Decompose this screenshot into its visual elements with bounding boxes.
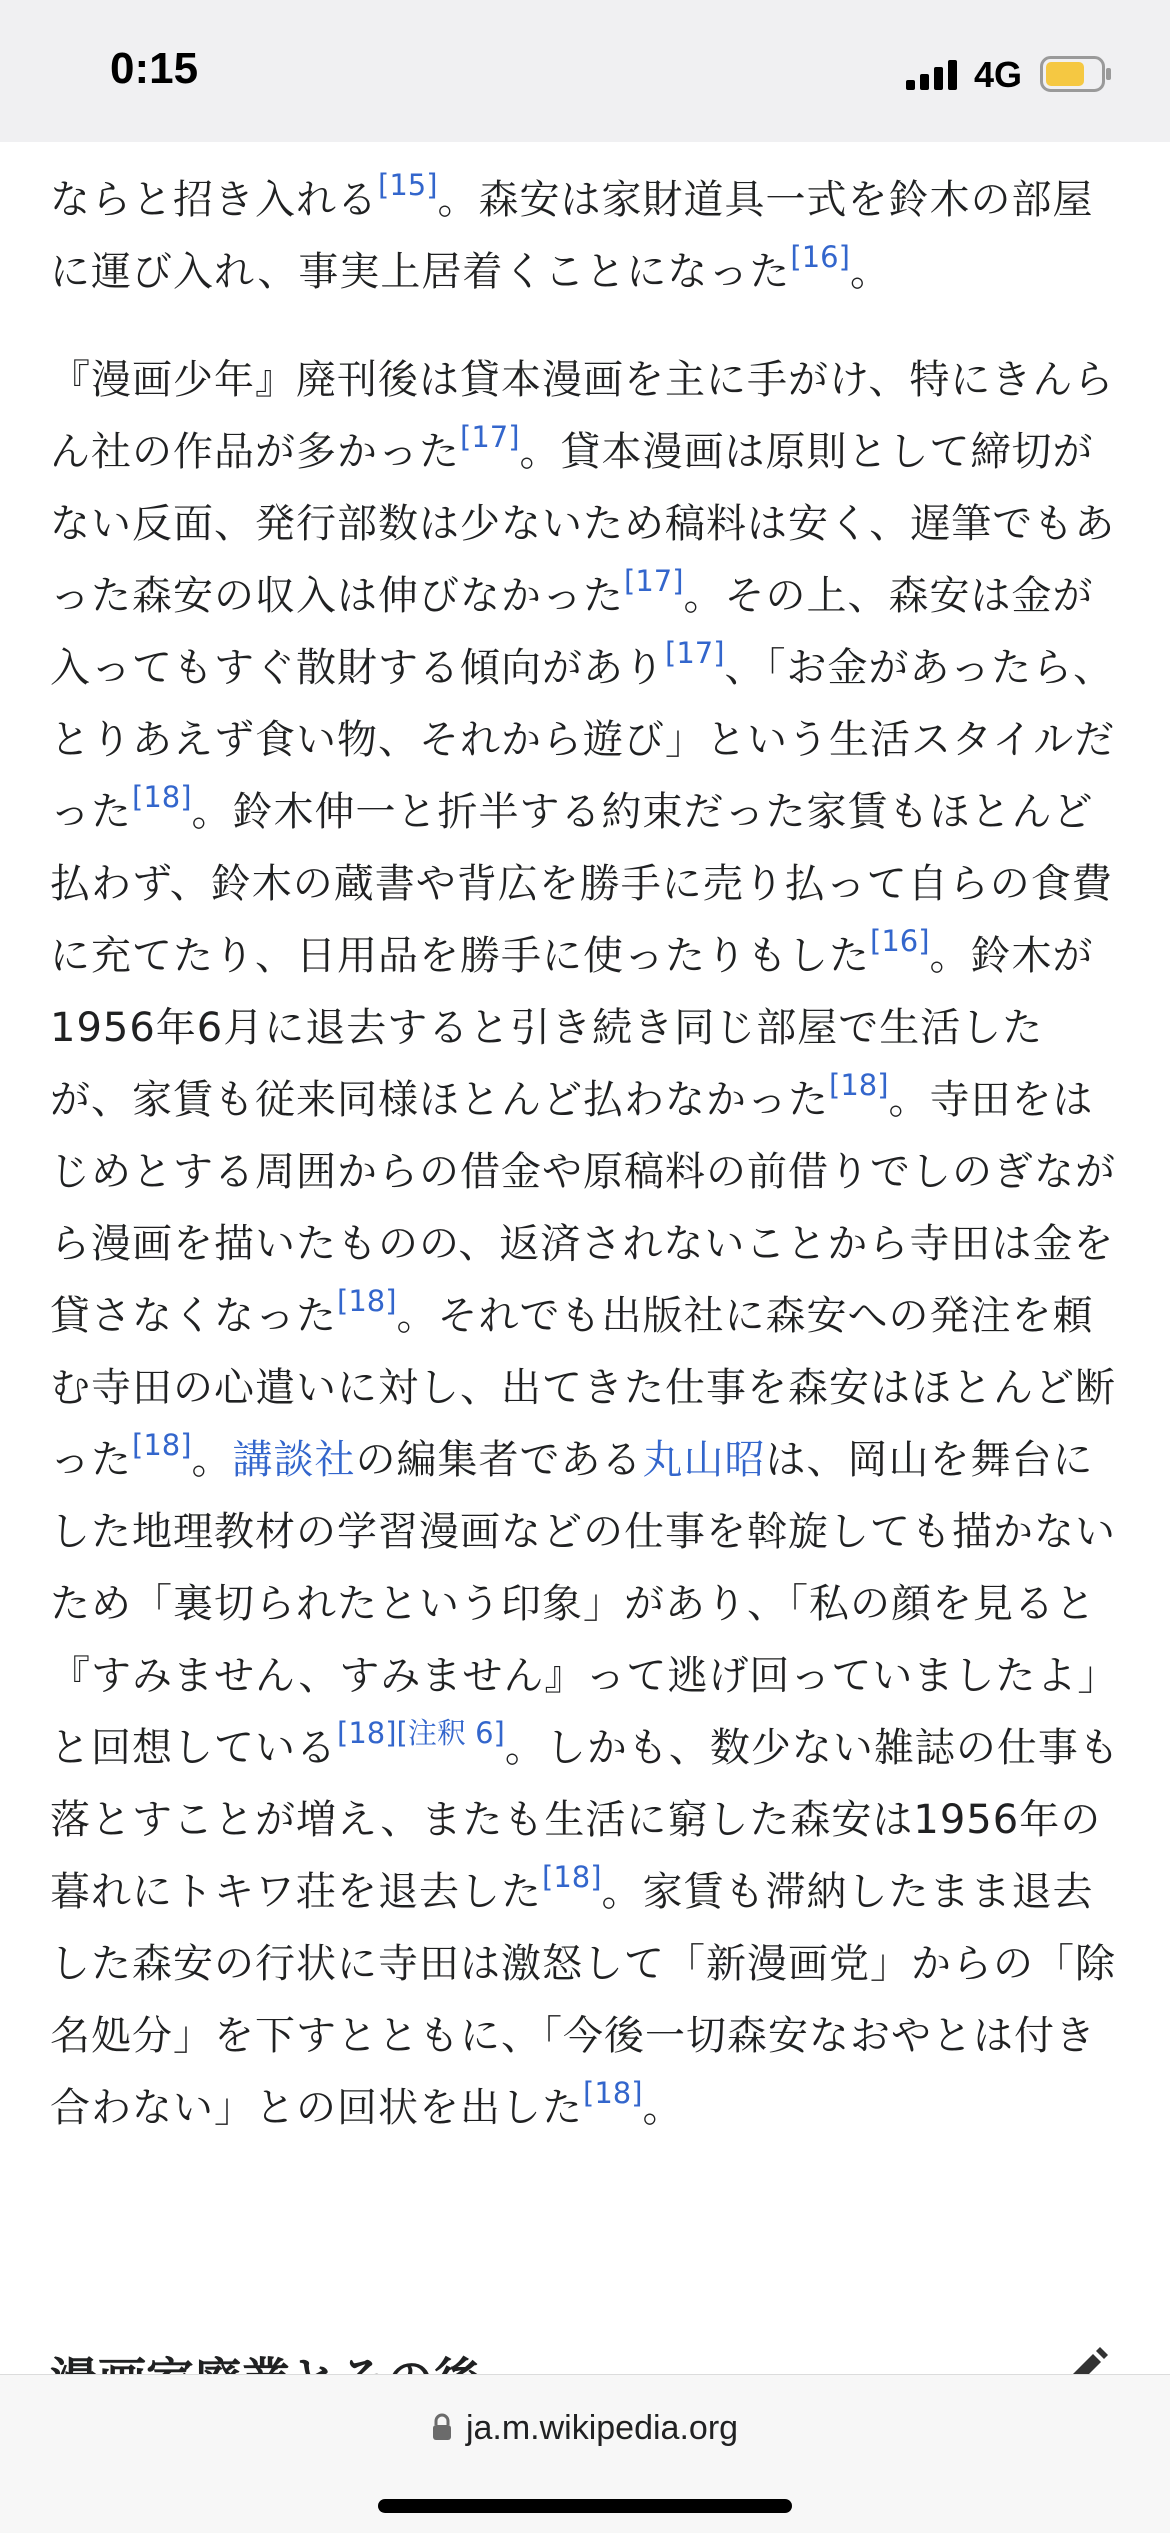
status-time: 0:15 xyxy=(110,44,199,93)
reference-link[interactable]: [18] xyxy=(337,1284,397,1318)
reference-link[interactable]: [15] xyxy=(378,168,438,202)
network-type: 4G xyxy=(974,54,1023,95)
home-indicator[interactable] xyxy=(378,2499,792,2513)
reference-link[interactable]: [17] xyxy=(624,564,684,598)
maruyama-akira-link[interactable]: 丸山昭 xyxy=(642,1437,766,1483)
lock-icon xyxy=(432,2413,452,2441)
status-bar xyxy=(0,0,1170,142)
reference-link[interactable]: [18] xyxy=(542,1860,602,1894)
paragraph-2: 『漫画少年』廃刊後は貸本漫画を主に手がけ、特にきんらん社の作品が多かった[17]。貸本漫画は原則として締切がない反面、発行部数は少ないため稿料は安く、遅筆でもあった森安の収入は伸びなかった[17]。その上、森安は金が入ってもすぐ散財する傾向があり[17]、「お金があったら、とりあえず食い物、それから遊び」という生活スタイルだった[18]。鈴木伸一と折半する約束だった家賃もほとんど払わず、鈴木の蔵書や背広を勝手に売り払って自らの食費に充てたり、日用品を勝手に使ったりもした[16]。鈴木が1956年6月に退去すると引き続き同じ部屋で生活したが、家賃も従来同様ほとんど払わなかった[18]。寺田をはじめとする周囲からの借金や原稿料の前借りでしのぎながら漫画を描いたものの、返済されないことから寺田は金を貸さなくなった[18]。それでも出版社に森安への発注を頼む寺田の心遣いに対し、出てきた仕事を森安はほとんど断った[18]。講談社の編集者である丸山昭は、岡山を舞台にした地理教材の学習漫画などの仕事を斡旋しても描かないため「裏切られたという印象」があり、「私の顔を見ると『すみません、すみません』って逃げ回っていましたよ」と回想している[18][注釈 6]。しかも、数少ない雑誌の仕事も落とすことが増え、またも生活に窮した森安は1956年の暮れにトキワ荘を退去した[18]。家賃も滞納したまま退去した森安の行状に寺田は激怒して「新漫画党」からの「除名処分」を下すとともに、「今後一切森安なおやとは付き合わない」との回状を出した[18]。 xyxy=(50,357,1120,2131)
kodansha-link[interactable]: 講談社 xyxy=(232,1437,356,1483)
reference-link[interactable]: [16] xyxy=(790,240,850,274)
paragraph-1: ならと招き入れる[15]。森安は家財道具一式を鈴木の部屋に運び入れ、事実上居着くことになった[16]。 xyxy=(50,168,1094,295)
url-text: ja.m.wikipedia.org xyxy=(465,2409,739,2447)
reference-link[interactable]: [16] xyxy=(870,924,930,958)
reference-link[interactable]: [18] xyxy=(829,1068,889,1102)
address-bar[interactable] xyxy=(0,2409,1170,2448)
reference-link[interactable]: [18] xyxy=(337,1716,397,1750)
note-link[interactable]: [注釈 6] xyxy=(396,1716,505,1750)
battery-icon xyxy=(1040,56,1112,92)
reference-link[interactable]: [17] xyxy=(460,420,520,454)
reference-link[interactable]: [18] xyxy=(583,2076,643,2110)
reference-link[interactable]: [18] xyxy=(132,780,192,814)
article-body xyxy=(50,142,1125,2180)
browser-bottom-bar xyxy=(0,2374,1170,2533)
cellular-signal-icon xyxy=(906,60,962,90)
reference-link[interactable]: [18] xyxy=(132,1428,192,1462)
reference-link[interactable]: [17] xyxy=(665,636,725,670)
